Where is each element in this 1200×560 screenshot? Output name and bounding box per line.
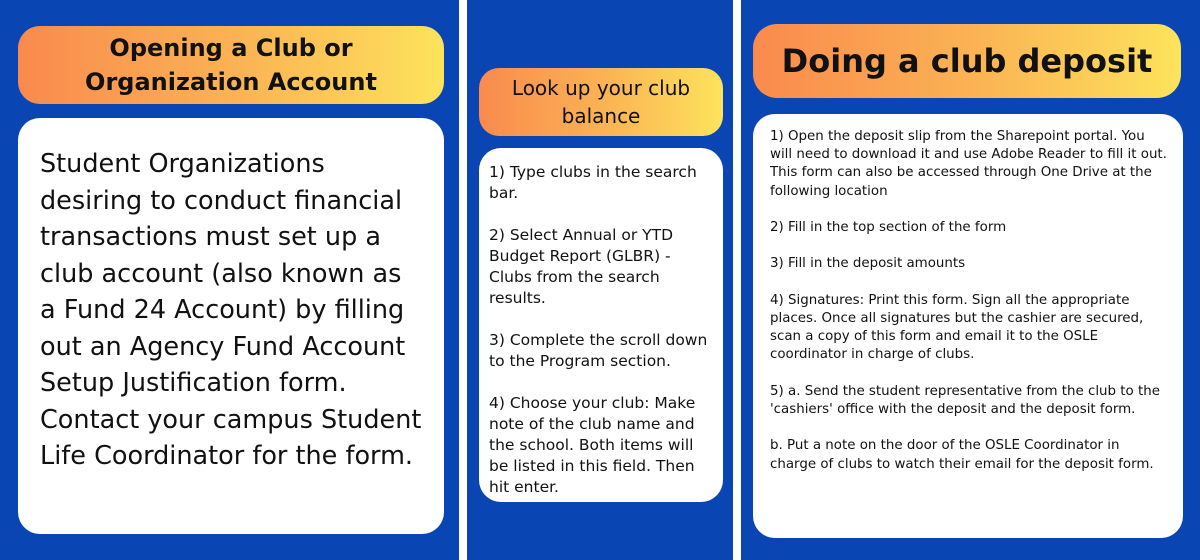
- deposit-step: 4) Signatures: Print this form. Sign all the appropriate places. Once all signatures but the cashier are secured, scan a copy of this form and email it to the OSLE coordinator in charge of clubs.: [770, 292, 1144, 363]
- club-balance-card: [479, 148, 723, 502]
- balance-step: 1) Type clubs in the search bar.: [489, 163, 697, 202]
- opening-account-title: Opening a Club or Organization Account: [18, 26, 444, 104]
- deposit-step: 5) a. Send the student representative from the club to the 'cashiers' office with the deposit and the deposit form.: [770, 383, 1160, 417]
- deposit-step: 3) Fill in the deposit amounts: [770, 256, 966, 272]
- panel-divider-left: [459, 0, 467, 560]
- opening-account-card: [18, 118, 444, 534]
- club-balance-title: Look up your club balance: [479, 68, 723, 136]
- balance-step: 3) Complete the scroll down to the Program section.: [489, 331, 708, 370]
- club-deposit-title: Doing a club deposit: [753, 24, 1181, 98]
- balance-step: 4) Choose your club: Make note of the club name and the school. Both items will be listed in this field. Then hit enter.: [489, 394, 696, 496]
- deposit-step: b. Put a note on the door of the OSLE Coordinator in charge of clubs to watch their email for the deposit form.: [770, 438, 1154, 472]
- deposit-step: 2) Fill in the top section of the form: [770, 220, 1007, 235]
- club-deposit-card: [753, 114, 1183, 538]
- panel-divider-right: [733, 0, 741, 560]
- deposit-step: 1) Open the deposit slip from the Sharepoint portal. You will need to download it and use Adobe Reader to fill it out. This form can also be accessed through One Drive at the following location: [770, 129, 1167, 199]
- balance-step: 2) Select Annual or YTD Budget Report (GLBR) - Clubs from the search results.: [489, 226, 674, 307]
- opening-account-body: Student Organizations desiring to conduct financial transactions must set up a club account (also known as a Fund 24 Account) by filling out an Agency Fund Account Setup Justification form. Contact your campus Student Life Coordinator for the form.: [40, 149, 422, 471]
